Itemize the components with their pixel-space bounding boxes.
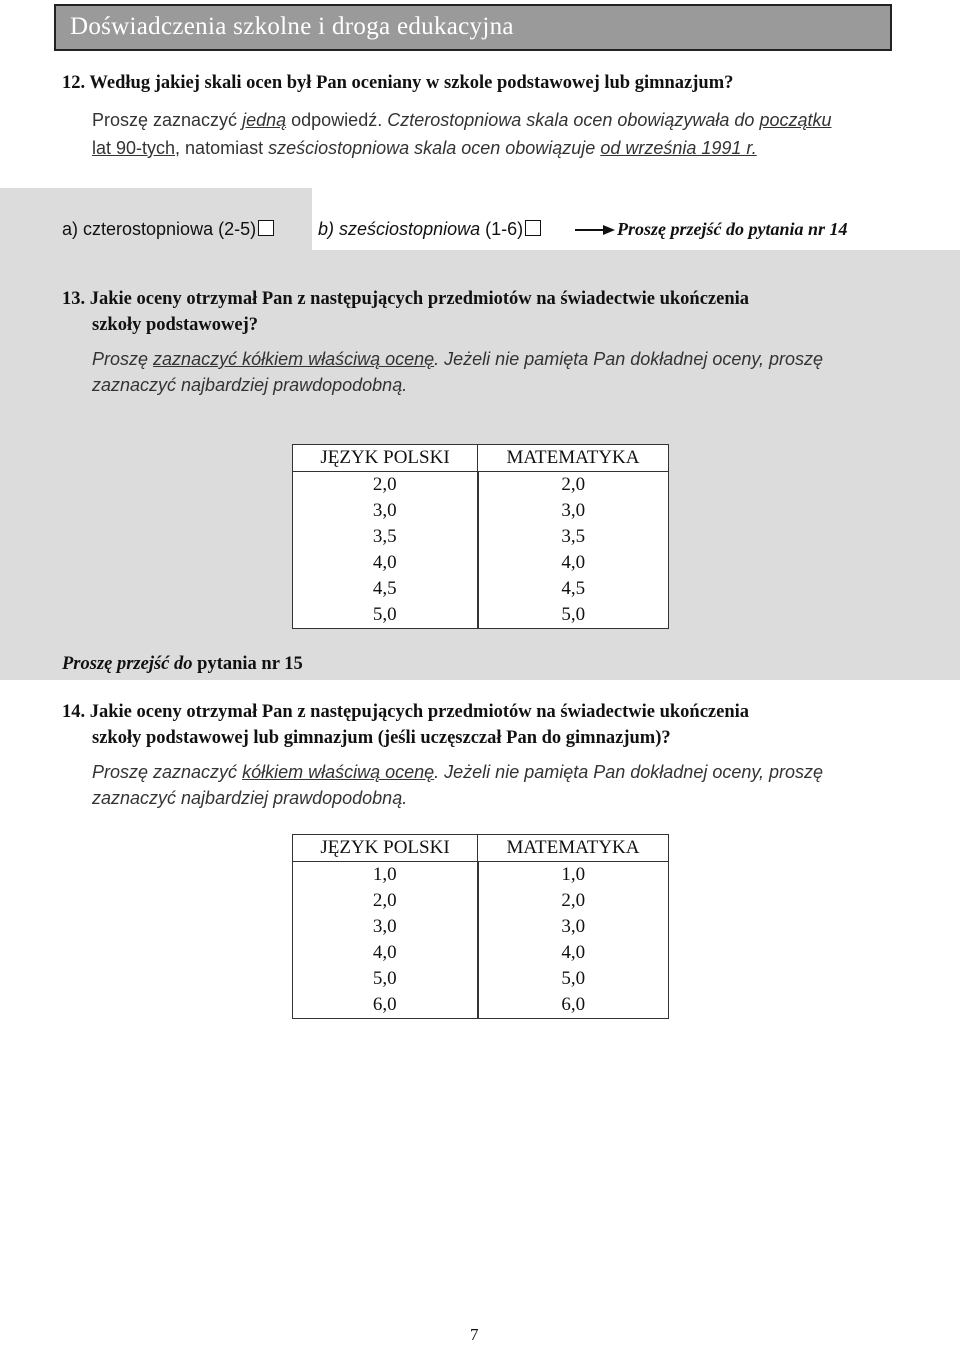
grade-cell[interactable]: 3,5 [478, 524, 669, 550]
grade-cell[interactable]: 5,0 [478, 602, 669, 629]
grade-cell[interactable]: 6,0 [293, 992, 478, 1019]
table-header-row [293, 835, 669, 862]
grade-cell[interactable]: 4,5 [478, 576, 669, 602]
page-number: 7 [470, 1325, 479, 1344]
table-row [293, 862, 669, 889]
grade-cell[interactable]: 2,0 [478, 888, 669, 914]
grade-cell[interactable]: 3,0 [293, 498, 478, 524]
column-header-math: MATEMATYKA [478, 445, 669, 472]
q14-title-line1: 14. Jakie oceny otrzymał Pan z następujących przedmiotów na świadectwie ukończenia [62, 702, 750, 722]
grade-cell[interactable]: 2,0 [293, 472, 478, 499]
q14-instruction-line2: zaznaczyć najbardziej prawdopodobną. [92, 788, 408, 808]
q13-instruction-line1 [92, 346, 823, 372]
q12-option-a-label: a) czterostopniowa (2-5) [62, 219, 257, 239]
q12-option-b-label: sześciostopniowa [339, 219, 481, 239]
grade-cell[interactable]: 2,0 [293, 888, 478, 914]
grade-cell[interactable]: 4,0 [293, 550, 478, 576]
q12-instr-beginning: początku [759, 110, 832, 130]
grade-cell[interactable]: 4,0 [293, 940, 478, 966]
table-row [293, 576, 669, 602]
grade-cell[interactable]: 3,5 [293, 524, 478, 550]
q12-line2-d: od września 1991 r. [600, 138, 757, 158]
q12-line2-a: lat 90-tych [92, 138, 176, 158]
column-header-polish: JĘZYK POLSKI [293, 835, 478, 862]
q14-title-line2: szkoły podstawowej lub gimnazjum (jeśli uczęszczał Pan do gimnazjum)? [92, 728, 671, 748]
q14-instr-c: . Jeżeli nie pamięta Pan dokładnej oceny, proszę [434, 762, 824, 782]
section-header [54, 4, 892, 51]
table-row [293, 550, 669, 576]
grade-cell[interactable]: 1,0 [293, 862, 478, 889]
table-row [293, 914, 669, 940]
table-row [293, 602, 669, 629]
column-header-math: MATEMATYKA [478, 835, 669, 862]
table-row [293, 966, 669, 992]
table-row [293, 472, 669, 499]
q12-instruction-line1 [92, 107, 832, 133]
q13-instruction-line2: zaznaczyć najbardziej prawdopodobną. [92, 375, 408, 395]
table-row [293, 888, 669, 914]
grade-cell[interactable]: 4,5 [293, 576, 478, 602]
grade-cell[interactable]: 4,0 [478, 550, 669, 576]
table-row [293, 524, 669, 550]
q12-instr-answer: odpowiedź. [291, 110, 383, 130]
table-row [293, 498, 669, 524]
grade-cell[interactable]: 5,0 [293, 602, 478, 629]
q12-instr-one: jedną [242, 110, 287, 130]
q12-option-a[interactable] [62, 216, 274, 242]
q14-instruction-line1 [92, 759, 823, 785]
table-row [293, 940, 669, 966]
q13-instr-c: . Jeżeli nie pamięta Pan dokładnej oceny, proszę [434, 349, 824, 369]
q12-instruction-line2 [92, 135, 757, 161]
checkbox-icon[interactable] [525, 220, 541, 236]
q12-instr-a: Proszę zaznaczyć [92, 110, 238, 130]
q13-title-line2: szkoły podstawowej? [92, 315, 258, 335]
q12-instr-scale: Czterostopniowa skala ocen obowiązywała do [387, 110, 755, 130]
q12-option-b[interactable] [318, 216, 541, 242]
grade-cell[interactable]: 3,0 [478, 498, 669, 524]
grade-cell[interactable]: 4,0 [478, 940, 669, 966]
grade-cell[interactable]: 3,0 [478, 914, 669, 940]
q14-grades-table [292, 834, 669, 1019]
table-row [293, 992, 669, 1019]
grade-cell[interactable]: 3,0 [293, 914, 478, 940]
grade-cell[interactable]: 6,0 [478, 992, 669, 1019]
q13-title-line1: 13. Jakie oceny otrzymał Pan z następujących przedmiotów na świadectwie ukończenia [62, 289, 750, 309]
q13-instr-a: Proszę [92, 349, 149, 369]
table-header-row [293, 445, 669, 472]
q12-option-b-range: (1-6) [485, 219, 524, 239]
q12-line2-b: , natomiast [175, 138, 264, 158]
grade-cell[interactable]: 2,0 [478, 472, 669, 499]
grade-cell[interactable]: 5,0 [478, 966, 669, 992]
arrow-right-icon [575, 224, 615, 236]
q12-skip-instruction: Proszę przejść do pytania nr 14 [617, 219, 848, 239]
q12-line2-c: sześciostopniowa skala ocen obowiązuje [268, 138, 596, 158]
q12-option-b-prefix: b) [318, 219, 335, 239]
q14-instr-b: kółkiem właściwą ocenę [242, 762, 435, 782]
q13-grades-table [292, 444, 669, 629]
q12-title: 12. Według jakiej skali ocen był Pan oceniany w szkole podstawowej lub gimnazjum? [62, 73, 734, 93]
section-title: Doświadczenia szkolne i droga edukacyjna [70, 13, 514, 40]
q14-instr-a: Proszę zaznaczyć [92, 762, 238, 782]
q13-skip-a: Proszę przejść do [62, 654, 193, 674]
q13-skip-b: pytania nr 15 [197, 654, 303, 674]
q13-skip-instruction [62, 651, 303, 677]
q13-instr-b: zaznaczyć kółkiem właściwą ocenę [153, 349, 435, 369]
checkbox-icon[interactable] [258, 220, 274, 236]
grade-cell[interactable]: 5,0 [293, 966, 478, 992]
grade-cell[interactable]: 1,0 [478, 862, 669, 889]
column-header-polish: JĘZYK POLSKI [293, 445, 478, 472]
